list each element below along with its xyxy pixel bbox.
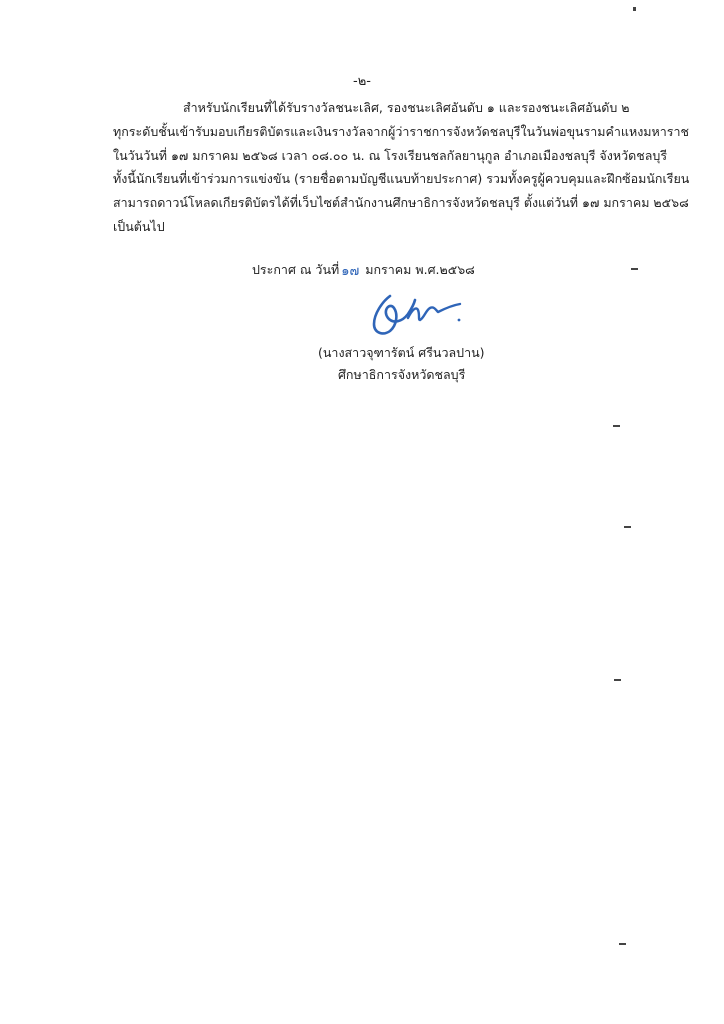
signer-title: ศึกษาธิการจังหวัดชลบุรี xyxy=(338,367,466,382)
body-line: ทั้งนี้นักเรียนที่เข้าร่วมการแข่งขัน (รายชื่อตามบัญชีแนบท้ายประกาศ) รวมทั้งครูผู้ควบคุมและฝึกซ้อมนักเรียน xyxy=(113,171,690,187)
body-line: เป็นต้นไป xyxy=(113,218,165,234)
scan-edge-mark xyxy=(633,7,636,11)
scan-edge-mark xyxy=(631,268,638,270)
announcement-prefix: ประกาศ ณ วันที่ xyxy=(252,262,340,277)
handwritten-day: ๑๗ xyxy=(341,264,360,279)
announcement-year: ๒๕๖๘ xyxy=(439,262,475,277)
scan-edge-mark xyxy=(624,526,631,528)
announcement-era: พ.ศ. xyxy=(415,262,440,277)
signer-name: (นางสาวจุฑารัตน์ ศรีนวลปาน) xyxy=(318,345,485,360)
announcement-date-line xyxy=(252,259,475,280)
body-line: ทุกระดับชั้นเข้ารับมอบเกียรติบัตรและเงินรางวัลจากผู้ว่าราชการจังหวัดชลบุรีในวันพ่อขุนรามคำแหงมหาราช xyxy=(113,123,690,139)
body-line: ในวันวันที่ ๑๗ มกราคม ๒๕๖๘ เวลา ๐๘.๐๐ น. ณ โรงเรียนชลกัลยานุกูล อำเภอเมืองชลบุรี จังหวัดชลบุรี xyxy=(113,147,668,163)
body-line: สามารถดาวน์โหลดเกียรติบัตรได้ที่เว็บไซต์สำนักงานศึกษาธิการจังหวัดชลบุรี ตั้งแต่วันที่ ๑๗ มกราคม ๒๕๖๘ xyxy=(113,195,689,211)
signature-mark xyxy=(368,288,466,340)
scan-edge-mark xyxy=(613,425,620,427)
body-line: สำหรับนักเรียนที่ได้รับรางวัลชนะเลิศ, รองชนะเลิศอันดับ ๑ และรองชนะเลิศอันดับ ๒ xyxy=(183,100,630,115)
announcement-month: มกราคม xyxy=(365,262,412,277)
scan-edge-mark xyxy=(619,943,626,945)
announcement-body xyxy=(113,96,690,239)
page-number: -๒- xyxy=(353,74,371,89)
scan-edge-mark xyxy=(614,679,621,681)
